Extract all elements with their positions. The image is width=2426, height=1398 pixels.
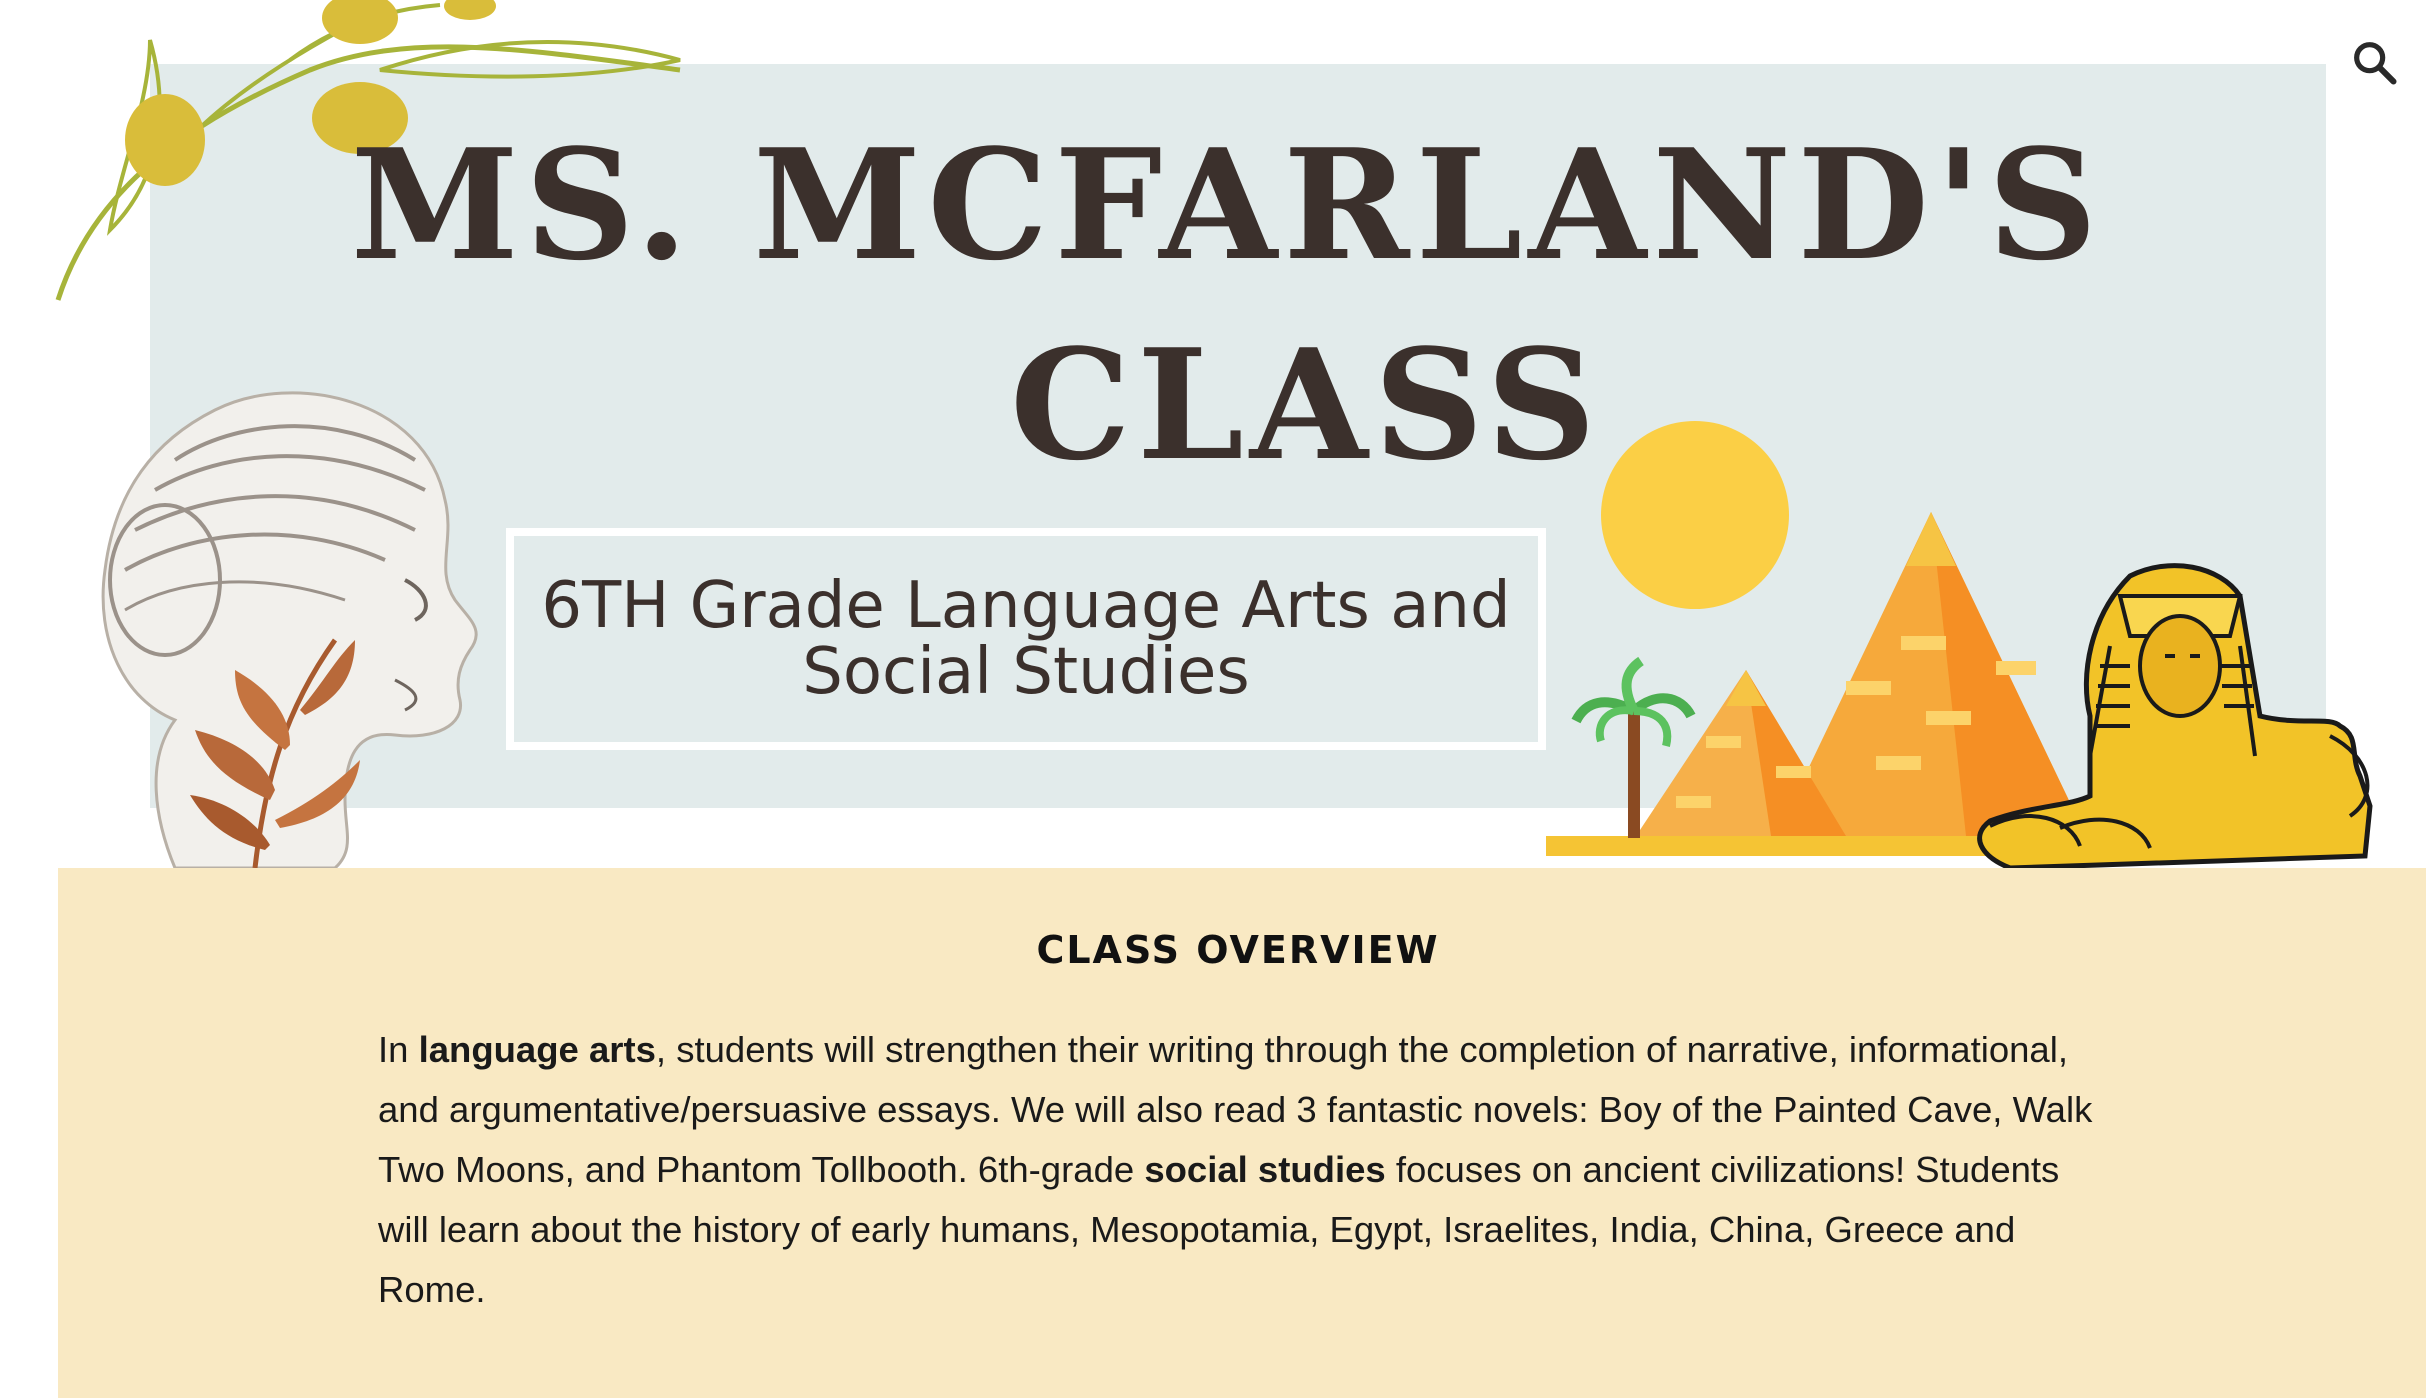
overview-bold-language-arts: language arts <box>418 1029 656 1070</box>
overview-text-part3: focuses on ancient civilizations! Students will learn about the history of early humans, Mesopotamia, Egypt, Israelites, India, China, Greece and Rome. <box>378 1149 2060 1310</box>
overview-text-part1: In <box>378 1029 419 1070</box>
search-button[interactable] <box>2348 36 2400 88</box>
page-title-line2: CLASS <box>1010 315 1602 494</box>
subtitle-line1: 6TH Grade Language Arts and <box>541 569 1511 643</box>
overview-paragraph <box>378 1020 2098 1320</box>
sphinx-icon <box>1970 556 2390 868</box>
overview-bold-social-studies: social studies <box>1144 1149 1386 1190</box>
subtitle-line2: Social Studies <box>802 635 1250 709</box>
subtitle-box <box>506 528 1546 750</box>
overview-heading: CLASS OVERVIEW <box>1036 928 1440 972</box>
page-title: MS. MCFARLAND'S <box>350 115 2104 294</box>
overview-text-part2: , students will strengthen their writing through the completion of narrative, informational, and argumentative/persuasive essays. We will also read 3 fantastic novels: Boy of the Painted Cave, Walk Two Moons, and Phantom Tollbooth. 6th-grade <box>378 1029 2093 1190</box>
search-icon <box>2348 36 2400 88</box>
